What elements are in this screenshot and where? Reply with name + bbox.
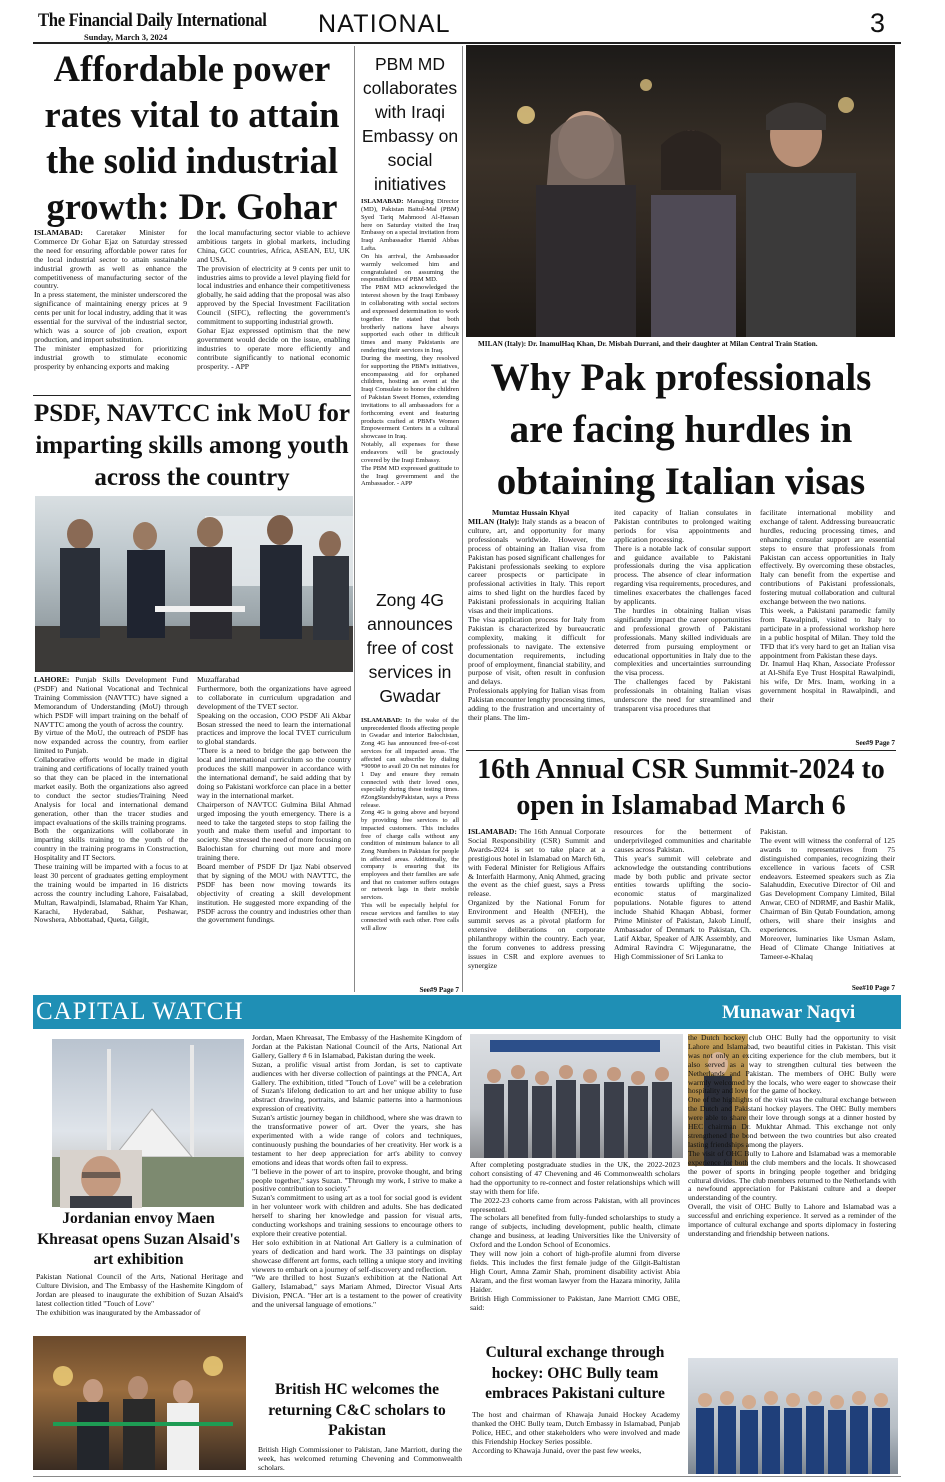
gohar-col2: the local manufacturing sector viable to achieve ambitious targets in global markets, including China, GCC countries, Africa, ASEAN, EU, UK and USA. The provision of electricity at 9 cents per unit to industries aims to provide a level playing field for local industries and enhance their competitiveness globally, he said adding that the proposal was also approved by the Special Investment Facilitation Council (SIFC), reflecting the government's commitment to supporting industrial growth. Gohar Ejaz expressed optimism that the new government would decide on the issue, enabling industries to operate more efficiently and contribute significantly to national economic prosperity. - APP [197, 229, 350, 371]
milan-caption: MILAN (Italy): Dr. InamulHaq Khan, Dr. Misbah Durrani, and their daughter at Milan Central Train Station. [478, 340, 818, 348]
psdf-photo [35, 496, 353, 672]
italian-col2: ited capacity of Italian consulates in Pakistan contributes to prolonged waiting periods for visa appointments and application processing. There is a notable lack of consular support and guidance available to Pakistani professionals during the visa application process. The absence of clear information regarding visa requirements, procedures, and timelines exacerbates the challenges faced by applicants. The hurdles in obtaining Italian visas significantly impact the career opportunities and professional growth of Pakistani professionals. Many skilled individuals are deterred from pursuing employment or educational opportunities in Italy due to the complexities and uncertainties surrounding the visa process. The challenges faced by Pakistani professionals in obtaining Italian visas underscore the need for streamlined and transparent visa procedures that [614, 509, 751, 713]
gohar-headline: Affordable power rates vital to attain the solid industrial growth: Dr. Gohar [44, 48, 340, 227]
italian-continued: See#9 Page 7 [855, 739, 895, 747]
jordan-body: Jordan, Maen Khreasat, The Embassy of the Hashemite Kingdom of Jordan at the Pakistan National Council of the Arts, National Art Gallery, Gallery # 6 in Islamabad, Pakistan during the week. Suzan, a prolific visual artist from Jordan, is set to captivate audiences with her diverse collection of paintings at the PNCA, Art Gallery. The exhibition, titled "Touch of Love" will be a celebration of Suzan's lifelong dedication to art and her unique ability to fuse abstract drawing, portraits, and Islamic patterns into a harmonious expression of creativity. Suzan's artistic journey began in childhood, where she was drawn to the transformative power of art. Over the years, she has experimented with a wide range of colors and techniques, continuously pushing the boundaries of her creativity. Her work is a testament to her deep appreciation for art's ability to convey emotions and ideas that words often fail to express. "I believe in the power of art to inspire, provoke thought, and bring people together," says Suzan. "Through my work, I strive to make a positive contribution to society." Suzan's commitment to using art as a tool for social good is evident in her volunteer work with children and adults. She has dedicated herself to sharing her knowledge and passion for visual arts, conducting workshops and training sessions to encourage others to explore their creative potential. Her solo exhibition in at National Art Gallery is a culmination of years of dedication and hard work. The 33 paintings on display showcase different art forms, each telling a unique story and inviting viewers to embark on a journey of self-discovery and reflection. "We are thrilled to host Suzan's exhibition at the National Art Gallery, Islamabad," says Mariam Ahmed, Director Visual Arts Division, PNCA. "Her art is a testament to the power of creativity and the universal language of emotions." [252, 1034, 462, 1310]
ohc-headline: Cultural exchange through hockey: OHC Bully team embraces Pakistani culture [485, 1344, 665, 1402]
columnist-photo [60, 1150, 142, 1208]
psdf-top-rule [33, 395, 351, 396]
psdf-col1 [34, 676, 188, 992]
british-hc-headline: British HC welcomes the returning C&C scholars to Pakistan [268, 1381, 446, 1439]
ohc-col2: the Dutch hockey club OHC Bully had the opportunity to visit Lahore and Islamabad, two beautiful cities in Pakistan. This visit was not only an exciting experience for the club members, but it also served as a way to strengthen cultural ties between the Netherlands and Pakistan. The members of OHC Bully were warmly welcomed by the locals, who were eager to showcase their hospitality and love for the game of hockey. One of the highlights of the visit was the cultural exchange between the Dutch and Pakistani hockey players. The OHC Bully members were able to share their love through songs at a dinner hosted by HEC chairman Dr. Mukhtar Ahmad. This exchange not only strengthened the bond between the two countries but also created lasting friendships among the players. The visit of OHC Bully to Lahore and Islamabad was a memorable experience for both the club members and the locals. It showcased the power of sports in bringing people together and bridging cultural divides. The club members returned to the Netherlands with a newfound appreciation for Pakistani culture and a deeper understanding of the country. Overall, the visit of OHC Bully to Lahore and Islamabad was a successful and enriching experience. It served as a reminder of the importance of cultural exchange and sports diplomacy in fostering understanding and friendship between nations. [688, 1034, 896, 1238]
italian-col1-text: Italy stands as a beacon of culture, art, and opportunity for many professionals worldwide. However, the process of obtaining an Italian visa from Pakistan has posed significant challenges for Pakistani professionals seeking to explore career prospects or participate in professional activities in Italy. This report aims to shed light on the hurdles faced by Pakistani professionals in acquiring Italian visas and their implications. The visa application process for Italy from Pakistan is characterized by bureaucratic complexity, making it difficult for professionals to navigate. The extensive documentation requirements, including proof of employment, financial stability, and purpose of visit, often result in confusion and delays. Professionals applying for Italian visas from Pakistan encounter lengthy processing times, adding to the frustration and uncertainty of their plans. The lim- [468, 518, 605, 722]
italian-headline: Why Pak professionals are facing hurdles in obtaining Italian visas [490, 356, 872, 503]
psdf-col2: Muzaffarabad Furthermore, both the organizations have agreed to collaborate in curriculum upgradation and development of the TVET sector. Speaking on the occasion, COO PSDF Ali Akbar Bosan stressed the need to learn the international practices and improve the local TVET curriculum to global standards. "There is a need to bridge the gap between the local and international curriculum so the country produces the skill manpower in accordance with the international demand', he said adding that by doing so Pakistani workforce can place in a better way in the international market. Chairperson of NAVTCC Gulmina Bilal Ahmad urged imposing the youth emergency. There is a need to take the targeted steps to stop failing the youth and make them useful and important to society. She stressed the need of more focusing on Balochistan for churning out more and more training there. Board member of PSDF Dr Ijaz Nabi observed that by signing of the MOU with NAVTTC, the PSDF has been now moving towards its objectivity of creating a skill development institution. He suggested more expanding of the PSDF across the country and industries other than the government fundings. [197, 676, 351, 925]
header-rule [33, 42, 901, 44]
masthead: The Financial Daily International [38, 10, 267, 31]
psdf-dateline: LAHORE: [34, 676, 70, 684]
issue-date: Sunday, March 3, 2024 [84, 32, 168, 42]
zong-dateline: ISLAMABAD: [361, 717, 403, 724]
italian-col3: facilitate international mobility and exchange of talent. Addressing bureaucratic hurdles, reducing processing times, and enhancing consular support are essential steps to ensure that professionals from Pakistan can access opportunities in Italy effectively. By overcoming these obstacles, Italy can benefit from the expertise and contributions of Pakistani professionals, fostering mutual collaboration and cultural exchange between the two nations. This week, a Pakistani paramedic family from Rawalpindi, visited to Italy to participate in a professional workshop here in a public hospital of Milan. They told the TFD that it's very hard to get an Italian visa appointment from Pakistan these days. Dr. Inamul Haq Khan, Associate Professor at Al-Shifa Eye Trust Hospital Rawalpindi, his wife, Dr Mrs. Inam, working in a government hospital in Rawalpindi, and their [760, 509, 895, 705]
hockey-team-photo [688, 1358, 898, 1474]
jordan-intro: Pakistan National Council of the Arts, National Heritage and Culture Division, and The Embassy of the Hashemite Kingdom of Jordan are pleased to inaugurate the exhibition of Suzan Alsaid's latest collection titled "Touch of Love" The exhibition was inaugurated by the Ambassador of [36, 1273, 243, 1317]
pbm-body [361, 198, 459, 578]
psdf-col1-text: Punjab Skills Development Fund (PSDF) and National Vocational and Technical Training Commission (NAVTTC) have signed a Memorandum of Understanding (MoU) through which PSDF will impart training on the behalf of NAVTTC among the youth of across the country. By virtue of the MoU, the outreach of PSDF has now expanded across the country, from earlier limited to Punjab. Collaborative efforts would be made in digital training and certifications of locally trained youth so that they can be placed in the international market easily. Both the organizations also agreed to conduct the sector studies/Training Need Analysis for local and international demand generation, other than the tracer studies and impact evaluations of the skills training programs. Both the organizations will collaborate in imparting skills training to the youth of the country in the training programs in Construction, Hospitality and IT Sectors. These training will be imparted with a focus to at least 30 percent of graduates getting employment the training would be imparted in 16 districts across the country including Lahore, Faisalabad, Multan, Rawalpindi, Islamabad, Rhaim Yar Khan, Karachi, Hyderabad, Sakhar, Peshawar, Nowshera, Abbottabad, Queta, Gilgit, [34, 676, 188, 925]
zong-headline: Zong 4G announces free of cost services in Gwadar [366, 590, 454, 706]
italian-byline: Mumtaz Hussain Khyal [492, 509, 570, 517]
ribbon-photo [33, 1336, 246, 1470]
col-rule-right [462, 46, 463, 992]
csr-col1 [468, 828, 605, 992]
mou-signing-icon [35, 496, 353, 672]
scholars-photo [470, 1034, 683, 1158]
csr-col2: resources for the betterment of underprivileged communities and charitable causes across Pakistan. This year's summit will celebrate and acknowledge the outstanding contributions made by both public and private sector entities towards uplifting the socio-economic status of marginalized populations. Notable figures to attend include Shahid Khaqan Abbasi, former Prime Minister of Pakistan, Jakob Linulf, Ambassador of Denmark to Pakistan, Ch. Latif Akbar, Speaker of AJK Assembly, and Admiral Ravindra C Wijegunaratne, the High Commissioner of Sri Lanka to [614, 828, 751, 961]
bottom-rule [33, 1476, 901, 1477]
pbm-headline: PBM MD collaborates with Iraqi Embassy on social initiatives [361, 54, 459, 194]
csr-col1-text: The 16th Annual Corporate Social Responsibility (CSR) Summit and Awards-2024 is set to take place at a prestigious hotel in Islamabad on March 6th, with Federal Minister for Religious Affairs & Interfaith Harmony, Aniq Ahmed, gracing the event as the chief guest, says a Press release. Organized by the National Forum for Environment and Health (NFEH), the summit serves as a pivotal platform for extensive deliberations on corporate philanthropy within the country. Each year, the forum convenes to address pressing issues in CSR and explore avenues to synergize [468, 828, 605, 970]
csr-top-rule [466, 750, 896, 751]
csr-col3: Pakistan. The event will witness the conferral of 125 awards to representatives from 75 distinguished companies, recognizing their excellence in various facets of CSR endeavors. Esteemed speakers such as Zia Salahuddin, Executive Director of Oil and Gas Development Company Limited, Bilal Anwar, CEO of NDRMF, and Bashir Malik, Chairman of Bin Qutab Foundation, among others, will share their insights and experiences. Moreover, luminaries like Usman Aslam, Head of Climate Change Initiatives at Tameer-e-Khalaq [760, 828, 895, 961]
jordan-headline: Jordanian envoy Maen Khreasat opens Suzan Alsaid's art exhibition [37, 1210, 240, 1268]
ribbon-cutting-icon [33, 1336, 246, 1470]
gohar-dateline: ISLAMABAD: [34, 229, 83, 237]
col-rule-left [354, 46, 355, 992]
british-hc-lede: British High Commissioner to Pakistan, Jane Marriott, during the week, has welcomed returning Chevening and Commonwealth scholars. [258, 1446, 462, 1472]
csr-headline: 16th Annual CSR Summit-2024 to open in Islamabad March 6 [477, 754, 885, 821]
italian-col1 [468, 518, 605, 748]
page-number: 3 [870, 8, 886, 38]
milan-photo [466, 45, 895, 337]
pbm-dateline: ISLAMABAD: [361, 198, 404, 205]
section-title: NATIONAL [318, 10, 451, 38]
capital-watch-author: Munawar Naqvi [722, 1002, 856, 1023]
capital-watch-title: CAPITAL WATCH [36, 998, 244, 1025]
hockey-team-icon [688, 1358, 898, 1474]
british-hc-body: After completing postgraduate studies in the UK, the 2022-2023 cohort consisting of 47 Chevening and 46 Commonwealth scholars had the opportunity to re-connect and foster relationships which will stay with them for life. The 2022-23 cohorts came from across Pakistan, with all provinces represented. The scholars all benefited from fully-funded scholarships to study a range of subjects, including development, public health, climate change and business, at leading Universities like the University of Oxford and the London School of Economics. They will now join a cohort of high-profile alumni from diverse fields. This includes the first female judge of the Gilgit-Baltistan High Court, Amna Zamir Shah, prominent disability activist Abia Akram, and the first woman lawyer from the Hazara minority, Jalila Haider. British High Commissioner to Pakistan, Jane Marriott CMG OBE, said: [470, 1161, 680, 1312]
csr-continued: See#10 Page 7 [851, 984, 895, 992]
zong-continued: See#9 Page 7 [419, 986, 459, 994]
pbm-body-text: Managing Director (MD), Pakistan Baitul-Mal (PBM) Syed Tariq Mahmood Al-Hassan here on Saturday visited the Iraq Embassy on a special invitation from Iraqi Ambassador Hamid Abbas Lafta. On his arrival, the Ambassador warmly welcomed him and congratulated on assuming the responsibilities of PBM MD. The PBM MD acknowledged the interest shown by the Iraqi Embassy in collaborating with social sectors and expressed determination to work together. He stated that both brotherly nations have always supported each other in difficult times and many Pakistanis are rendering their services in Iraq. During the meeting, they resolved for supporting the PBM's initiatives, encompassing aid for orphaned children, hosting an event at the Iraqi Consulate to honor the children of Pakistan Sweet Homes, extending invitations to all ambassadors for a forthcoming event and featuring products crafted at PBM's Women Empowerment Centers in a cultural showcase in Iraq. Notably, all expenses for these endeavors will be graciously covered by the Iraqi Embassy. The PBM MD expressed gratitude to the Iraqi government and the Ambassador. - APP [361, 198, 459, 488]
italian-dateline: MILAN (Italy): [468, 518, 520, 526]
psdf-headline: PSDF, NAVTCC ink MoU for imparting skills among youth across the country [33, 400, 350, 491]
family-photo-icon [466, 45, 895, 337]
zong-body-text: In the wake of the unprecedented floods affecting people in Gwadar and interior Balochistan, Zong 4G has announced free-of-cost services for all impacted areas. The affected can subscribe by dialing *9090# to avail 20 On net minutes for 1 Day and ensure they remain connected with their loved ones, especially during these testing times. #ZongStandsbyPakistan, says a Press release. Zong 4G is going above and beyond by providing free services to all impacted customers. This includes free of charge calls without any condition of minimum balance to all Zong Numbers in Pakistan for people in affected areas. Additionally, the company is ensuring that its employees and their families are safe and that no customer suffers outages or network lags in their mobile services. This will be especially helpful for rescue services and families to stay connected with each other. Free calls will allow [361, 717, 459, 932]
gohar-col1 [34, 229, 187, 392]
group-photo-icon [470, 1034, 683, 1158]
csr-dateline: ISLAMABAD: [468, 828, 517, 836]
zong-body [361, 717, 459, 987]
columnist-portrait-icon [60, 1150, 142, 1208]
gohar-col1-text: Caretaker Minister for Commerce Dr Gohar Ejaz on Saturday stressed the need for ensuring affordable power rates for the local industrial sector to attain sustainable industrial growth as well as enhance the competitiveness of manufacturing sector of the country. In a press statement, the minister underscored the significance of maintaining energy prices at 9 cents per unit for local industry, adding that it was essential for the survival of the industrial sector, which was a source of job creation, export production, and import substitution. The minister emphasized for prioritizing industrial growth to stimulate economic prosperity by enhancing exports and making [34, 229, 187, 371]
ohc-col1: The host and chairman of Khawaja Junaid Hockey Academy thanked the OHC Bully team, Dutch Embassy in Islamabad, Punjab Police, HEC, and other stakeholders who were involved and made this Friendship Hockey Series possible. According to Khawaja Junaid, over the past few weeks, [472, 1411, 680, 1455]
